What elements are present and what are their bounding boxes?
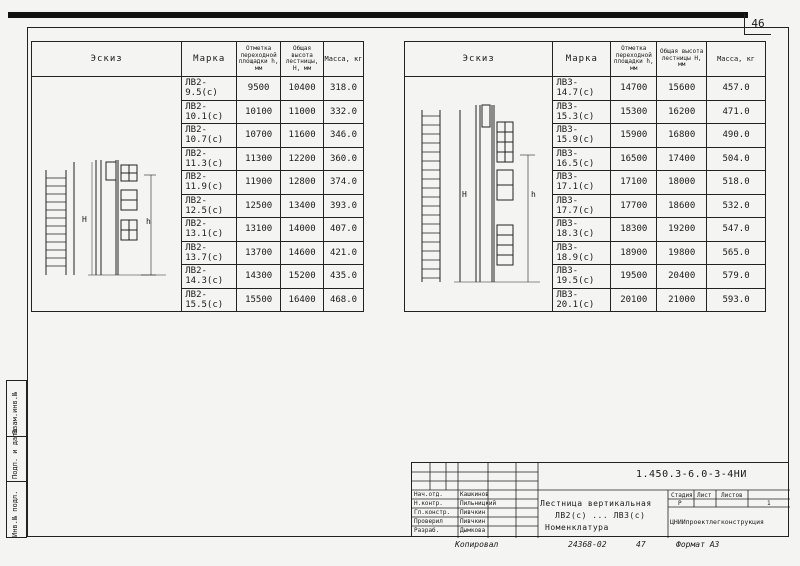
height-cell: 13400: [281, 194, 324, 218]
platform-cell: 15300: [611, 100, 657, 124]
height-cell: 16200: [657, 100, 707, 124]
footer-number: 24368-02: [568, 540, 607, 549]
mark-cell: ЛВ2-13.7(с): [182, 241, 237, 265]
mass-cell: 593.0: [707, 288, 766, 312]
height-cell: 20400: [657, 265, 707, 289]
mass-cell: 532.0: [707, 194, 766, 218]
header-platform: Отметка переходной площадки h, мм: [611, 42, 657, 77]
mark-cell: ЛВ2-9.5(с): [182, 77, 237, 101]
footer-47: 47: [636, 540, 646, 549]
mark-cell: ЛВ3-20.1(с): [553, 288, 611, 312]
mass-cell: 421.0: [324, 241, 364, 265]
mass-cell: 468.0: [324, 288, 364, 312]
mass-cell: 471.0: [707, 100, 766, 124]
table-row: [405, 77, 766, 101]
document-code: 1.450.3-6.0-3-4НИ: [636, 469, 747, 480]
mark-cell: ЛВ3-19.5(с): [553, 265, 611, 289]
sheet-header: Лист: [697, 492, 712, 499]
header-mass: Масса, кг: [324, 42, 364, 77]
height-cell: 18000: [657, 171, 707, 195]
platform-cell: 12500: [237, 194, 281, 218]
stage-header: Стадия: [671, 492, 693, 499]
title-role: Гл.констр.: [414, 509, 451, 516]
platform-cell: 14300: [237, 265, 281, 289]
mass-cell: 490.0: [707, 124, 766, 148]
platform-cell: 18900: [611, 241, 657, 265]
title-person: Пивчкин: [460, 518, 486, 525]
side-stamp-sign: Подп. и дата: [11, 428, 19, 479]
header-sketch: Эскиз: [405, 42, 553, 77]
mass-cell: 360.0: [324, 147, 364, 171]
mark-cell: ЛВ2-15.5(с): [182, 288, 237, 312]
platform-cell: 17700: [611, 194, 657, 218]
mark-cell: ЛВ2-13.1(с): [182, 218, 237, 242]
height-cell: 15600: [657, 77, 707, 101]
organization: ЦНИИпроектлегконструкция: [670, 518, 764, 526]
sheets-header: Листов: [721, 492, 743, 499]
stage-value: Р: [678, 500, 682, 507]
header-platform: Отметка переходной площадки h, мм: [237, 42, 281, 77]
mass-cell: 579.0: [707, 265, 766, 289]
platform-cell: 9500: [237, 77, 281, 101]
platform-cell: 15900: [611, 124, 657, 148]
platform-cell: 15500: [237, 288, 281, 312]
title-role: Разраб.: [414, 527, 440, 534]
title-role: Н.контр.: [414, 500, 443, 507]
platform-cell: 20100: [611, 288, 657, 312]
title-person: Пильницкий: [460, 500, 497, 507]
platform-cell: 10100: [237, 100, 281, 124]
mark-cell: ЛВ3-14.7(с): [553, 77, 611, 101]
mass-cell: 393.0: [324, 194, 364, 218]
sheets-value: 1: [767, 500, 771, 507]
platform-cell: 18300: [611, 218, 657, 242]
header-mark: Марка: [182, 42, 237, 77]
platform-cell: 10700: [237, 124, 281, 148]
mass-cell: 457.0: [707, 77, 766, 101]
ladder-sketch-lv2: [36, 150, 176, 280]
mark-cell: ЛВ3-17.1(с): [553, 171, 611, 195]
label-H: H: [82, 215, 87, 224]
mass-cell: 435.0: [324, 265, 364, 289]
height-cell: 17400: [657, 147, 707, 171]
table-row: [32, 77, 364, 101]
side-stamp: [6, 380, 27, 538]
label-h: h: [146, 217, 151, 226]
mark-cell: ЛВ3-17.7(с): [553, 194, 611, 218]
footer-copied: Копировал: [455, 540, 499, 549]
title-person: Кашкинов: [460, 491, 489, 498]
height-cell: 12800: [281, 171, 324, 195]
mass-cell: 547.0: [707, 218, 766, 242]
mass-cell: 374.0: [324, 171, 364, 195]
mark-cell: ЛВ3-16.5(с): [553, 147, 611, 171]
height-cell: 18600: [657, 194, 707, 218]
mark-cell: ЛВ2-10.1(с): [182, 100, 237, 124]
mark-cell: ЛВ3-18.9(с): [553, 241, 611, 265]
footer-format: Формат А3: [676, 540, 720, 549]
header-sketch: Эскиз: [32, 42, 182, 77]
mark-cell: ЛВ2-11.3(с): [182, 147, 237, 171]
side-stamp-inv: Инв.№ подл.: [11, 490, 19, 537]
mass-cell: 504.0: [707, 147, 766, 171]
platform-cell: 11900: [237, 171, 281, 195]
label-h: h: [531, 190, 536, 199]
height-cell: 14000: [281, 218, 324, 242]
platform-cell: 11300: [237, 147, 281, 171]
title-role: Нач.отд.: [414, 491, 443, 498]
mark-cell: ЛВ2-12.5(с): [182, 194, 237, 218]
mark-cell: ЛВ2-14.3(с): [182, 265, 237, 289]
mark-cell: ЛВ3-15.9(с): [553, 124, 611, 148]
title-line-2: ЛВ2(с) ... ЛВ3(с): [555, 511, 646, 520]
header-height: Общая высота лестницы H, мм: [657, 42, 707, 77]
mark-cell: ЛВ3-18.3(с): [553, 218, 611, 242]
mass-cell: 318.0: [324, 77, 364, 101]
header-mark: Марка: [553, 42, 611, 77]
height-cell: 15200: [281, 265, 324, 289]
top-border-bar: [8, 12, 748, 18]
title-person: Пивчкин: [460, 509, 486, 516]
mass-cell: 407.0: [324, 218, 364, 242]
platform-cell: 17100: [611, 171, 657, 195]
mass-cell: 346.0: [324, 124, 364, 148]
height-cell: 12200: [281, 147, 324, 171]
platform-cell: 14700: [611, 77, 657, 101]
header-height: Общая высота лестницы, H, мм: [281, 42, 324, 77]
mass-cell: 565.0: [707, 241, 766, 265]
platform-cell: 13700: [237, 241, 281, 265]
height-cell: 19200: [657, 218, 707, 242]
label-H: H: [462, 190, 467, 199]
height-cell: 10400: [281, 77, 324, 101]
height-cell: 16400: [281, 288, 324, 312]
mark-cell: ЛВ2-10.7(с): [182, 124, 237, 148]
height-cell: 14600: [281, 241, 324, 265]
mark-cell: ЛВ2-11.9(с): [182, 171, 237, 195]
title-role: Проверил: [414, 518, 443, 525]
header-mass: Масса, кг: [707, 42, 766, 77]
mark-cell: ЛВ3-15.3(с): [553, 100, 611, 124]
side-stamp-replace: Взам.инв.№: [11, 391, 19, 434]
platform-cell: 13100: [237, 218, 281, 242]
title-line-3: Номенклатура: [545, 523, 609, 532]
title-person: Дымкова: [460, 527, 486, 534]
height-cell: 21000: [657, 288, 707, 312]
ladder-sketch-lv3: [410, 100, 550, 285]
height-cell: 16800: [657, 124, 707, 148]
height-cell: 19800: [657, 241, 707, 265]
mass-cell: 332.0: [324, 100, 364, 124]
page-number: 46: [744, 14, 771, 35]
platform-cell: 16500: [611, 147, 657, 171]
mass-cell: 518.0: [707, 171, 766, 195]
title-line-1: Лестница вертикальная: [540, 499, 652, 508]
platform-cell: 19500: [611, 265, 657, 289]
height-cell: 11000: [281, 100, 324, 124]
height-cell: 11600: [281, 124, 324, 148]
